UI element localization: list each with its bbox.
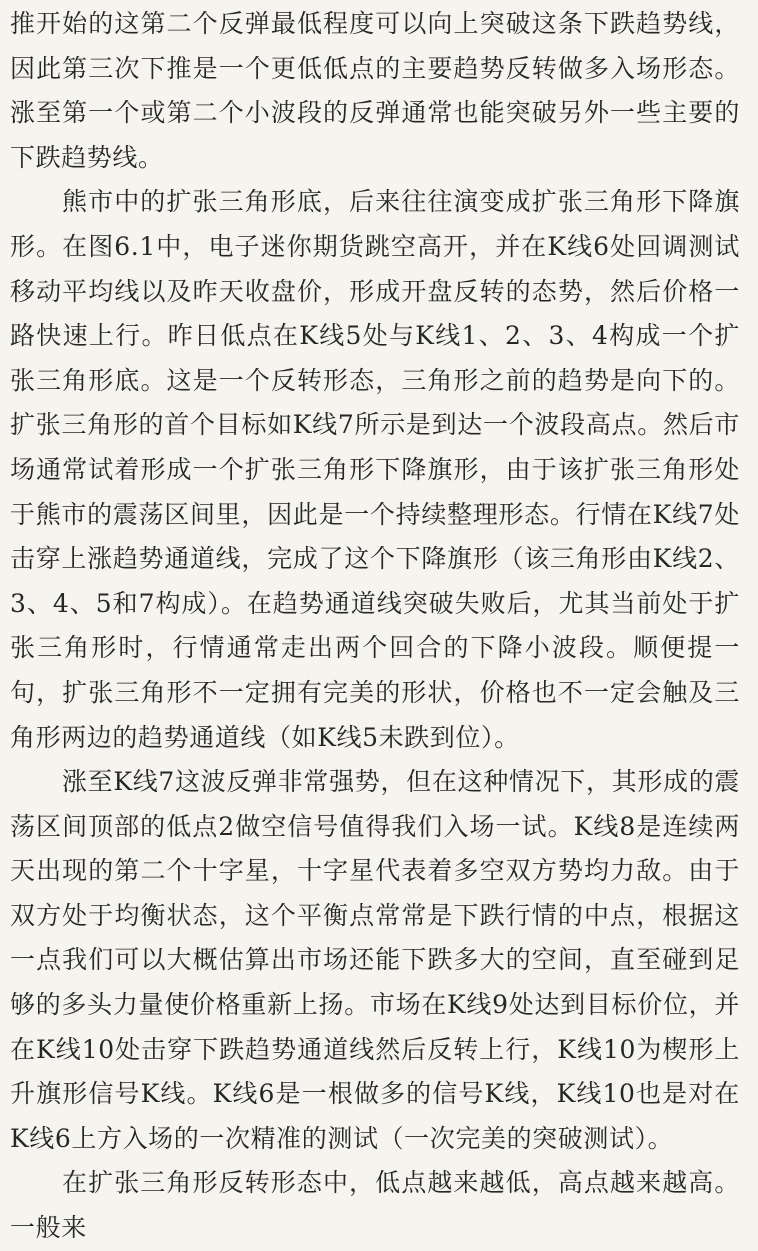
paragraph-rally-to-bar-7: 涨至K线7这波反弹非常强势，但在这种情况下，其形成的震荡区间顶部的低点2做空信号值得我们入场一试。K线8是连续两天出现的第二个十字星，十字星代表着多空双方势均力敌。由于双方处于均衡状态，这个平衡点常常是下跌行情的中点，根据这一点我们可以大概估算出市场还能下跌多大的空间，直至碰到足够的多头力量使价格重新上扬。市场在K线9处达到目标价位，并在K线10处击穿下跌趋势通道线然后反转上行，K线10为楔形上升旗形信号K线。K线6是一根做多的信号K线，K线10也是对在K线6上方入场的一次精准的测试（一次完美的突破测试）。 <box>10 767 740 1153</box>
paragraph-reversal-pattern: 在扩张三角形反转形态中，低点越来越低，高点越来越高。一般来 <box>10 1168 740 1243</box>
paragraph-expanding-triangle-bottom: 熊市中的扩张三角形底，后来往往演变成扩张三角形下降旗形。在图6.1中，电子迷你期货跳空高开，并在K线6处回调测试移动平均线以及昨天收盘价，形成开盘反转的态势，然后价格一路快速上行。昨日低点在K线5处与K线1、2、3、4构成一个扩张三角形底。这是一个反转形态，三角形之前的趋势是向下的。扩张三角形的首个目标如K线7所示是到达一个波段高点。然后市场通常试着形成一个扩张三角形下降旗形，由于该扩张三角形处于熊市的震荡区间里，因此是一个持续整理形态。行情在K线7处击穿上涨趋势通道线，完成了这个下降旗形（该三角形由K线2、3、4、5和7构成）。在趋势通道线突破失败后，尤其当前处于扩张三角形时，行情通常走出两个回合的下降小波段。顺便提一句，扩张三角形不一定拥有完美的形状，价格也不一定会触及三角形两边的趋势通道线（如K线5未跌到位）。 <box>10 187 740 752</box>
paragraph-continuation: 推开始的这第二个反弹最低程度可以向上突破这条下跌趋势线，因此第三次下推是一个更低低点的主要趋势反转做多入场形态。涨至第一个或第二个小波段的反弹通常也能突破另外一些主要的下跌趋势线。 <box>10 9 740 172</box>
